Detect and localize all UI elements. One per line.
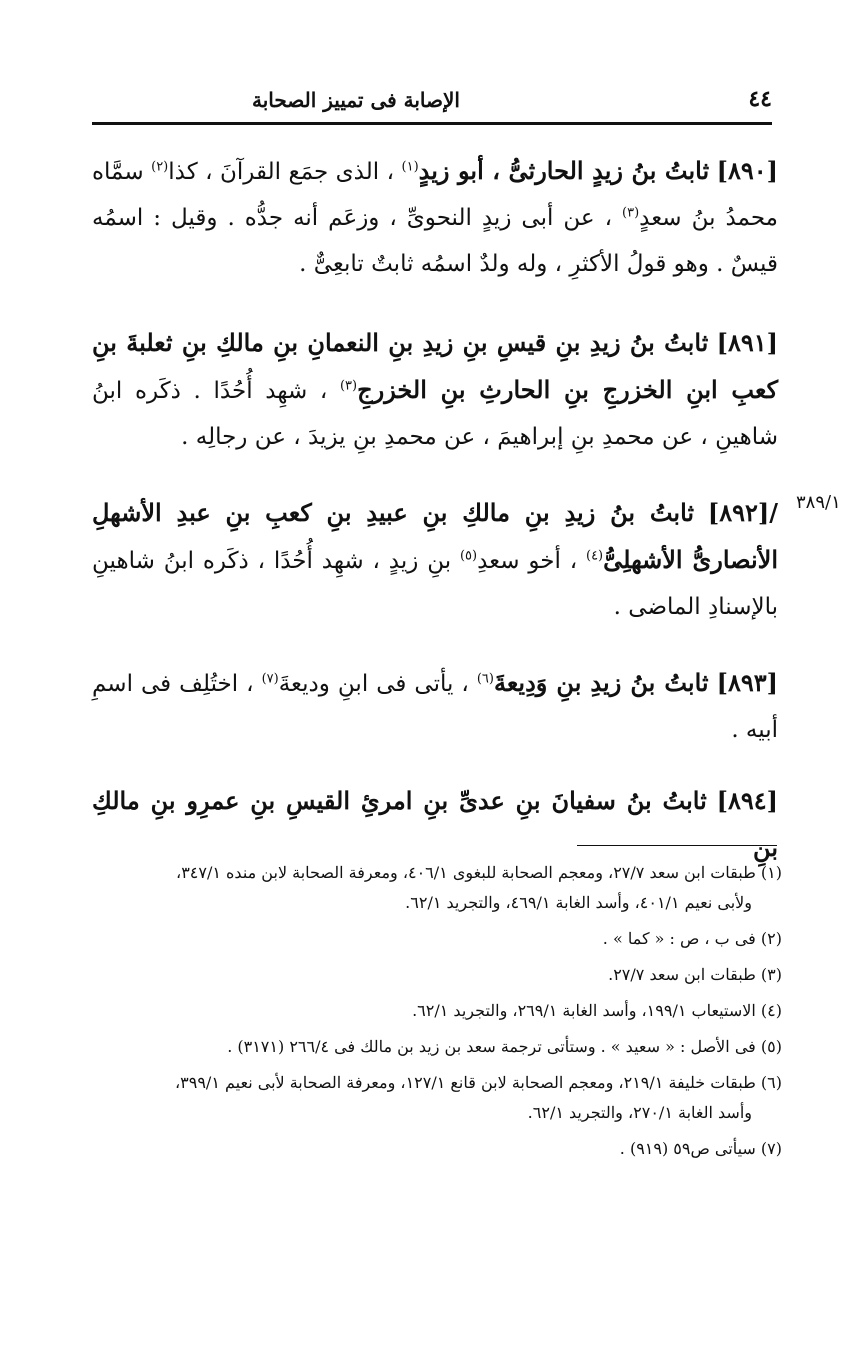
footnote-text: فى ب ، ص : « كما » .	[602, 929, 756, 948]
footnote-5	[92, 1032, 782, 1062]
entry-text: ، يأتى فى ابنِ وديعةَ	[278, 671, 469, 697]
margin-reference: ٣٨٩/١	[796, 492, 841, 513]
entry-text: ، أخو سعدِ	[477, 548, 578, 574]
entry-text: بنِ زيدٍ ، شهِد أُحُدًا ، ذكَره ابنُ شاهينِ بالإسنادِ الماضى .	[92, 548, 778, 620]
footnote-text: الاستيعاب ١/‏١٩٩، وأسد الغابة ١/‏٢٦٩، والتجريد ١/‏٦٢.	[412, 1001, 756, 1020]
footnote-text: طبقات ابن سعد ٧/‏٢٧، ومعجم الصحابة للبغوى ١/‏٤٠٦، ومعرفة الصحابة لابن منده ١/‏٣٤٧،	[176, 863, 756, 882]
running-header	[92, 72, 772, 112]
footnote-4	[92, 996, 782, 1026]
footnote-number: (٤)	[760, 1001, 782, 1020]
footnote-2	[92, 924, 782, 954]
footnote-text-continued: وأسد الغابة ١/‏٢٧٠، والتجريد ١/‏٦٢.	[527, 1103, 752, 1122]
entry-name: ثابتُ بنُ زيدٍ الحارثىُّ ، أبو زيدٍ	[418, 156, 710, 185]
footnote-ref: (٣)	[339, 378, 358, 394]
entry-name: ثابتُ بنُ زيدِ بنِ وَدِيعةَ	[493, 668, 709, 697]
entry-number: [٨٩٣]	[716, 668, 779, 697]
entry-name: ثابتُ بنُ زيدِ بنِ قيسِ بنِ زيدِ بنِ النعمانِ بنِ مالكِ بنِ ثعلبةَ بنِ كعبِ ابنِ الخزرجِ بنِ الحارثِ بنِ الخزرجِ	[92, 328, 778, 404]
footnote-ref: (٢)	[151, 159, 169, 175]
entry-text: ، اختُلِف فى اسمِ أبيه .	[92, 671, 778, 743]
footnote-number: (٣)	[760, 965, 782, 984]
footnote-6	[92, 1068, 782, 1128]
header-rule	[92, 122, 772, 125]
footnote-ref: (٣)	[622, 205, 640, 221]
footnotes	[92, 858, 782, 1170]
footnote-number: (٢)	[760, 929, 782, 948]
entry-number: /[٨٩٢]	[707, 498, 778, 527]
footnote-number: (٧)	[760, 1139, 782, 1158]
footnote-number: (٥)	[760, 1037, 782, 1056]
entry-number: [٨٩٤]	[716, 786, 778, 815]
entry-number: [٨٩٠]	[716, 156, 779, 185]
footnote-text: فى الأصل : « سعيد » . وستأتى ترجمة سعد بن زيد بن مالك فى ٤/‏٢٦٦ (٣١٧١) .	[227, 1037, 756, 1056]
footnote-ref: (٥)	[459, 548, 478, 564]
footnote-number: (١)	[760, 863, 782, 882]
page-number: ٤٤	[748, 86, 772, 112]
footnote-text-continued: ولأبى نعيم ١/‏٤٠١، وأسد الغابة ١/‏٤٦٩، والتجريد ١/‏٦٢.	[405, 893, 752, 912]
entry-name: ثابتُ بنُ زيدِ بنِ مالكِ بنِ عبيدِ بنِ كعبِ بنِ عبدِ الأشهلِ الأنصارىُّ الأشهلِىُّ	[92, 498, 779, 574]
entry-number: [٨٩١]	[716, 328, 778, 357]
book-title: الإصابة فى تمييز الصحابة	[252, 88, 460, 112]
footnote-text: طبقات ابن سعد ٧/‏٢٧.	[608, 965, 756, 984]
footnote-number: (٦)	[760, 1073, 782, 1092]
footnote-rule	[577, 845, 777, 846]
entry-892	[92, 490, 778, 630]
entry-890	[92, 148, 778, 287]
entry-text: ، عن أبى زيدٍ النحوىِّ ، وزعَم أنه جدُّه . وقيل : اسمُه قيسٌ . وهو قولُ الأكثرِ ، وله ولدٌ اسمُه ثابتٌ تابعِىٌّ .	[92, 205, 778, 277]
footnote-ref: (٦)	[476, 671, 494, 687]
entry-text: ، شهِد أُحُدًا . ذكَره ابنُ شاهينِ ، عن محمدِ بنِ إبراهيمَ ، عن محمدِ بنِ يزيدَ ، عن رجالِه .	[92, 378, 778, 450]
footnote-text: سيأتى ص٥٩ (٩١٩) .	[619, 1139, 756, 1158]
entry-text: سمَّاه محمدُ بنُ سعدٍ	[92, 159, 778, 231]
footnote-ref: (١)	[401, 159, 419, 175]
entry-text: ، الذى جمَع القرآنَ ، كذا	[168, 159, 395, 185]
footnote-ref: (٧)	[261, 671, 279, 687]
footnote-ref: (٤)	[585, 548, 604, 564]
entry-name: ثابتُ بنُ سفيانَ بنِ عدىِّ بنِ امرئِ القيسِ بنِ عمرِو بنِ مالكِ بنِ	[92, 786, 778, 862]
footnote-3	[92, 960, 782, 990]
entry-891	[92, 320, 778, 460]
footnote-text: طبقات خليفة ١/‏٢١٩، ومعجم الصحابة لابن قانع ١/‏١٢٧، ومعرفة الصحابة لأبى نعيم ١/‏٣٩٩،	[174, 1073, 756, 1092]
footnote-1	[92, 858, 782, 918]
footnote-7	[92, 1134, 782, 1164]
entry-893	[92, 660, 778, 753]
